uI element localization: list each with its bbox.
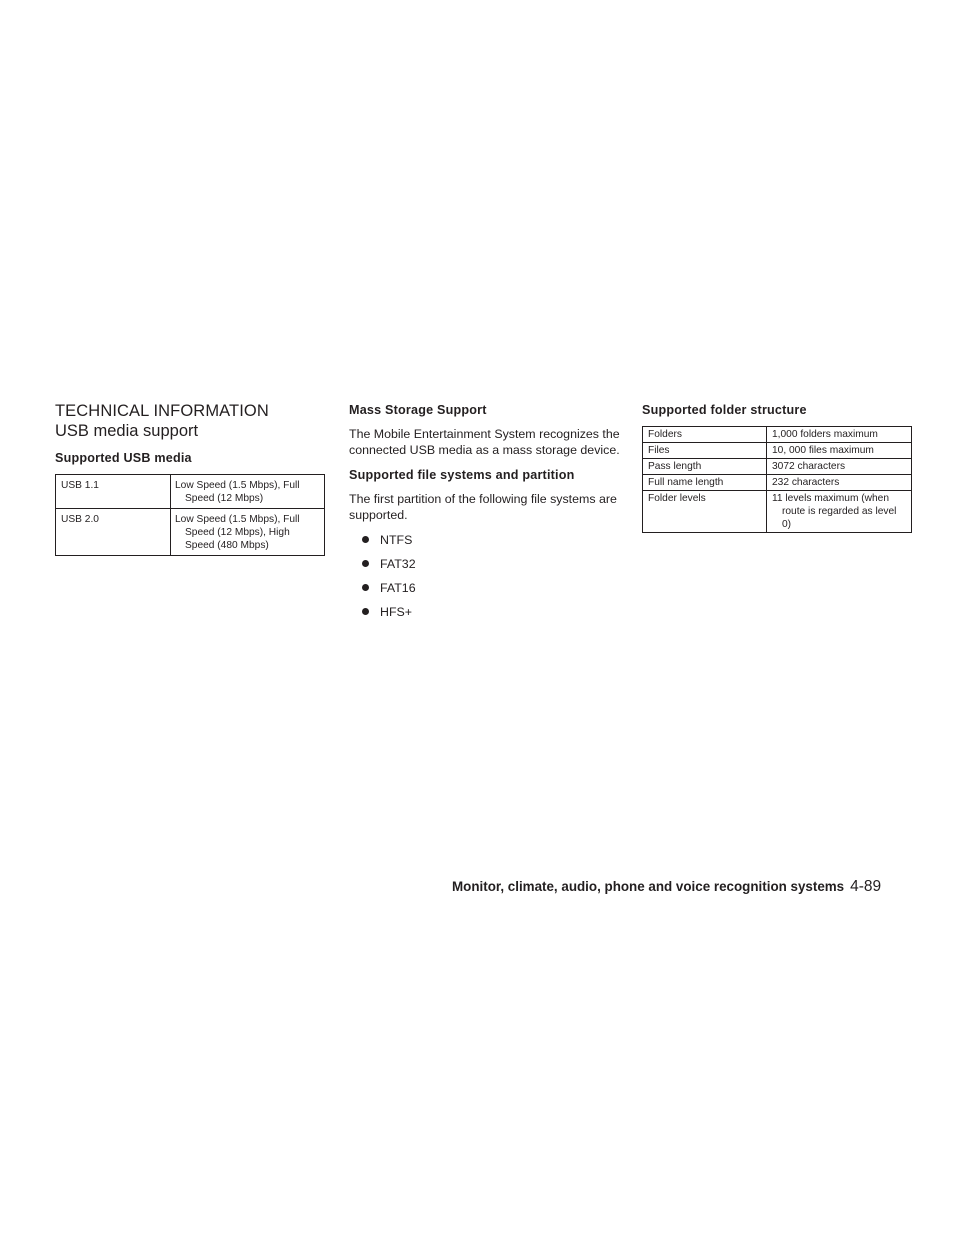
table-cell-value: 11 levels maximum (when route is regarded as level 0): [767, 491, 912, 533]
file-systems-heading: Supported file systems and partition: [349, 468, 575, 482]
list-item: [362, 604, 621, 620]
section-title: TECHNICAL INFORMATION: [55, 402, 269, 420]
list-item-label: HFS+: [380, 605, 413, 619]
column-left: [55, 402, 327, 556]
table-row: [56, 475, 325, 509]
table-row: [56, 509, 325, 556]
file-system-list: [349, 532, 621, 620]
list-item-label: FAT32: [380, 557, 416, 571]
table-cell-label: Files: [643, 443, 767, 459]
table-row: [643, 443, 912, 459]
column-right: [642, 402, 914, 533]
table-cell-value: Low Speed (1.5 Mbps), Full Speed (12 Mbps), High Speed (480 Mbps): [171, 509, 325, 556]
table-row: [643, 459, 912, 475]
page-footer: [452, 878, 913, 896]
column-middle: [349, 402, 621, 628]
table-row: [643, 491, 912, 533]
bullet-icon: [362, 608, 369, 615]
bullet-icon: [362, 560, 369, 567]
table-cell-label: USB 2.0: [56, 509, 171, 556]
bullet-icon: [362, 536, 369, 543]
table-cell-value: 1,000 folders maximum: [767, 427, 912, 443]
list-item-label: FAT16: [380, 581, 416, 595]
subsection-title: USB media support: [55, 422, 199, 440]
mass-storage-heading: Mass Storage Support: [349, 403, 487, 417]
table-cell-label: Pass length: [643, 459, 767, 475]
table-cell-value: Low Speed (1.5 Mbps), Full Speed (12 Mbps): [171, 475, 325, 509]
table-cell-value: 10, 000 files maximum: [767, 443, 912, 459]
folder-structure-heading: Supported folder structure: [642, 403, 807, 417]
chapter-title: Monitor, climate, audio, phone and voice recognition systems: [452, 879, 845, 894]
mass-storage-text: The Mobile Entertainment System recognizes the connected USB media as a mass storage device.: [349, 427, 620, 457]
file-systems-text: The first partition of the following file systems are supported.: [349, 492, 617, 522]
table-row: [643, 427, 912, 443]
list-item: [362, 580, 621, 596]
table-row: [643, 475, 912, 491]
usb-media-table: [55, 474, 325, 556]
table-cell-label: USB 1.1: [56, 475, 171, 509]
supported-usb-media-heading: Supported USB media: [55, 451, 192, 465]
list-item-label: NTFS: [380, 533, 413, 547]
page-number: 4-89: [850, 878, 882, 895]
list-item: [362, 532, 621, 548]
folder-structure-table: [642, 426, 912, 533]
table-cell-label: Folder levels: [643, 491, 767, 533]
table-cell-label: Folders: [643, 427, 767, 443]
list-item: [362, 556, 621, 572]
table-cell-value: 3072 characters: [767, 459, 912, 475]
bullet-icon: [362, 584, 369, 591]
table-cell-value: 232 characters: [767, 475, 912, 491]
table-cell-label: Full name length: [643, 475, 767, 491]
